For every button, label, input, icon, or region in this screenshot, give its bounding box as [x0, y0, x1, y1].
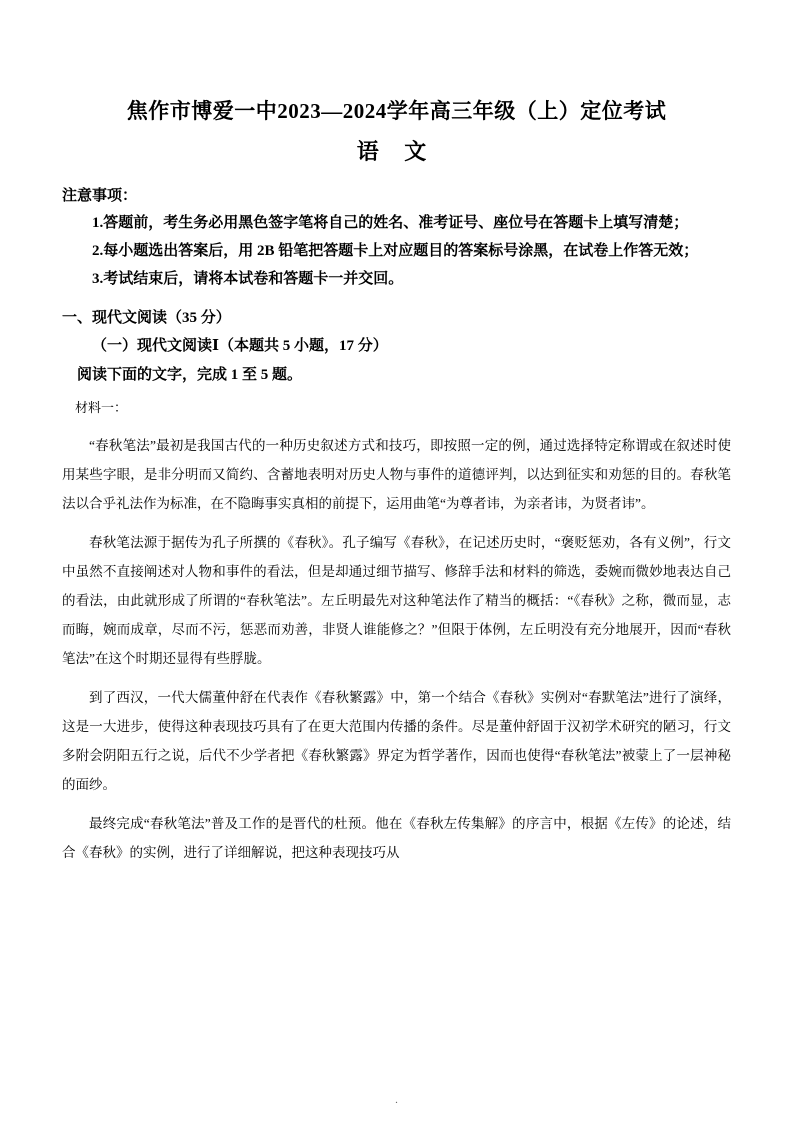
body-paragraph: 春秋笔法源于据传为孔子所撰的《春秋》。孔子编写《春秋》，在记述历史时，“褒贬惩劝，各有义例”，行文中虽然不直接阐述对人物和事件的看法，但是却通过细节描写、修辞手法和材料的筛选，委婉而微妙地表达自己的看法，由此就形成了所谓的“春秋笔法”。左丘明最先对这种笔法作了精当的概括：“《春秋》之称，微而显，志而晦，婉而成章，尽而不污，惩恶而劝善，非贤人谁能修之？”但限于体例，左丘明没有充分地展开，因而“春秋笔法”在这个时期还显得有些脬胧。 [62, 535, 731, 667]
section-heading: 一、现代文阅读（35 分） [62, 309, 231, 326]
material-label: 材料一： [75, 400, 128, 416]
page-title: 焦作市博爱一中2023—2024学年高三年级（上）定位考试 [126, 99, 667, 123]
body-paragraph: 到了西汉，一代大儒董仲舒在代表作《春秋繁露》中，第一个结合《春秋》实例对“春默笔法”进行了演绎，这是一大进步，使得这种表现技巧具有了在更大范围内传播的条件。尽是董仲舒固于汉初学术研究的陋习，行文多附会阴阳五行之说，后代不少学者把《春秋繁露》界定为哲学著作，因而也使得“春秋笔法”被蒙上了一层神秘的面纱。 [62, 690, 731, 793]
notice-item-3: 3.考试结束后，请将本试卷和答题卡一并交回。 [92, 270, 404, 287]
body-paragraph: “春秋笔法”最初是我国古代的一种历史叙述方式和技巧，即按照一定的例，通过选择特定称谓或在叙述时使用某些字眼，是非分明而又简约、含蓄地表明对历史人物与事件的道德评判，以达到征实和劝惩的目的。春秋笔法以合乎礼法作为标准，在不隐晦事实真相的前提下，运用曲笔“为尊者讳，为亲者讳，为贤者讳”。 [62, 438, 731, 512]
notice-item-2: 2.每小题选出答案后，用 2B 铅笔把答题卡上对应题目的答案标号涂黑，在试卷上作答无效； [92, 243, 699, 260]
subject-title: 语 文 [356, 138, 437, 164]
page-footer-mark: . [395, 1094, 398, 1106]
body-paragraph: 最终完成“春秋笔法”普及工作的是晋代的杜预。他在《春秋左传集解》的序言中，根据《左传》的论述，结合《春秋》的实例，进行了详细解说，把这种表现技巧从 [62, 816, 731, 861]
reading-instruction: 阅读下面的文字，完成 1 至 5 题。 [77, 366, 303, 383]
notice-item-1: 1.答题前，考生务必用黑色签字笔将自己的姓名、准考证号、座位号在答题卡上填写清楚； [92, 215, 689, 232]
notice-heading: 注意事项： [62, 187, 138, 204]
subsection-heading: （一）现代文阅读Ⅰ（本题共 5 小题，17 分） [92, 338, 388, 355]
